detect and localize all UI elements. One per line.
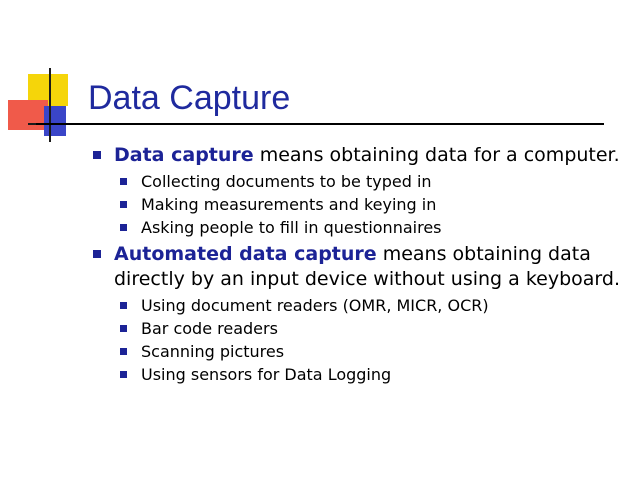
logo-blue-square [44,106,66,136]
sub-bullet [88,216,628,239]
sub-bullet-text: Collecting documents to be typed in [141,172,432,191]
sub-bullet-text: Asking people to fill in questionnaires [141,218,442,237]
sub-bullet [88,317,628,340]
square-bullet-icon [120,302,127,309]
sub-bullet-text: Making measurements and keying in [141,195,437,214]
bullet-automated-data-capture [88,242,628,292]
sub-bullet [88,363,628,386]
square-bullet-icon [120,178,127,185]
logo-red-square [8,100,48,130]
square-bullet-icon [120,371,127,378]
square-bullet-icon [120,201,127,208]
bullet-text: means obtaining data directly by an input device without using a keyboard. [114,243,620,290]
sub-bullet [88,193,628,216]
sub-bullet [88,340,628,363]
sub-bullet [88,294,628,317]
bullet-text: means obtaining data for a computer. [253,144,620,166]
sub-bullet [88,170,628,193]
sublist-data-capture [88,170,628,239]
sub-bullet-text: Using sensors for Data Logging [141,365,392,384]
sub-bullet-text: Bar code readers [141,319,278,338]
square-bullet-icon [93,250,101,258]
slide-content [88,143,628,389]
slide-logo-decoration [0,0,100,150]
sub-bullet-text: Using document readers (OMR, MICR, OCR) [141,296,489,315]
square-bullet-icon [120,325,127,332]
square-bullet-icon [93,151,101,159]
sub-bullet-text: Scanning pictures [141,342,285,361]
sublist-automated-data-capture [88,294,628,386]
bullet-term: Automated data capture [114,243,377,265]
slide-title: Data Capture [88,79,291,117]
bullet-term: Data capture [114,144,254,166]
square-bullet-icon [120,348,127,355]
square-bullet-icon [120,224,127,231]
bullet-data-capture [88,143,628,168]
title-underline [36,123,604,125]
